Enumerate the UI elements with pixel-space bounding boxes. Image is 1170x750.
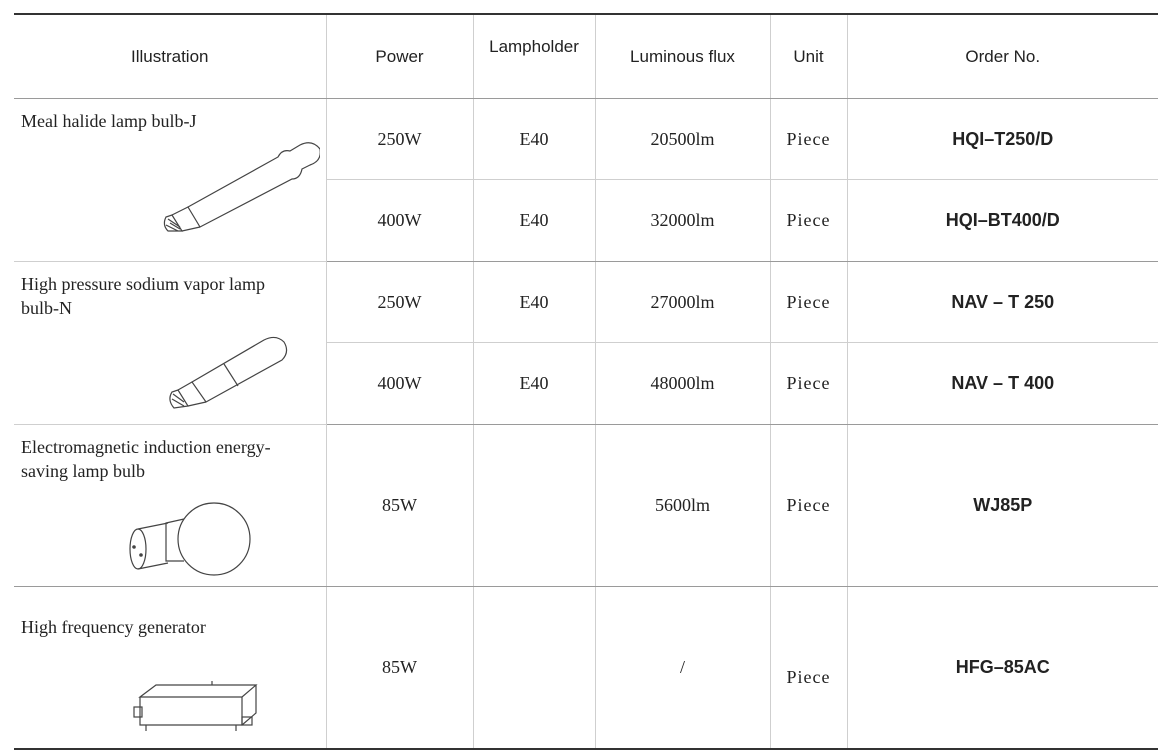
order-no-cell: NAV – T 400 bbox=[847, 343, 1158, 425]
product-name: Electromagnetic induction energy-saving lamp bulb bbox=[21, 437, 271, 481]
product-spec-table bbox=[14, 13, 1158, 750]
luminous-flux-cell: 48000lm bbox=[595, 343, 770, 425]
power-cell: 85W bbox=[326, 587, 473, 749]
header-unit: Unit bbox=[770, 14, 847, 99]
table-row bbox=[14, 425, 1158, 587]
lampholder-cell: E40 bbox=[473, 180, 595, 262]
illustration-cell bbox=[14, 587, 326, 749]
sodium-vapor-bulb-icon bbox=[164, 332, 294, 412]
header-power: Power bbox=[326, 14, 473, 99]
product-name: High frequency generator bbox=[21, 617, 206, 637]
table-row bbox=[14, 99, 1158, 180]
illustration-cell bbox=[14, 262, 326, 425]
lampholder-cell: E40 bbox=[473, 99, 595, 180]
metal-halide-bulb-icon bbox=[160, 135, 320, 235]
order-no-cell: HQI–T250/D bbox=[847, 99, 1158, 180]
unit-cell: Piece bbox=[770, 343, 847, 425]
illustration-cell bbox=[14, 99, 326, 262]
luminous-flux-cell: / bbox=[595, 587, 770, 749]
order-no-cell: HQI–BT400/D bbox=[847, 180, 1158, 262]
power-cell: 250W bbox=[326, 262, 473, 343]
power-cell: 400W bbox=[326, 343, 473, 425]
illustration-cell bbox=[14, 425, 326, 587]
generator-box-icon bbox=[132, 657, 272, 737]
header-illustration: Illustration bbox=[14, 14, 326, 99]
unit-cell: Piece bbox=[770, 425, 847, 587]
power-cell: 85W bbox=[326, 425, 473, 587]
product-name: Meal halide lamp bulb-J bbox=[21, 111, 197, 131]
luminous-flux-cell: 5600lm bbox=[595, 425, 770, 587]
header-order-no: Order No. bbox=[847, 14, 1158, 99]
power-cell: 250W bbox=[326, 99, 473, 180]
order-no-cell: NAV – T 250 bbox=[847, 262, 1158, 343]
header-luminous-flux: Luminous flux bbox=[595, 14, 770, 99]
product-name: High pressure sodium vapor lamp bulb-N bbox=[21, 274, 265, 318]
header-row bbox=[14, 14, 1158, 99]
unit-cell: Piece bbox=[770, 262, 847, 343]
unit-cell: Piece bbox=[770, 99, 847, 180]
order-no-cell: HFG–85AC bbox=[847, 587, 1158, 749]
luminous-flux-cell: 20500lm bbox=[595, 99, 770, 180]
lampholder-cell: E40 bbox=[473, 262, 595, 343]
header-lampholder: Lampholder bbox=[473, 14, 595, 99]
lampholder-cell: E40 bbox=[473, 343, 595, 425]
order-no-cell: WJ85P bbox=[847, 425, 1158, 587]
unit-cell: Piece bbox=[770, 587, 847, 749]
lampholder-cell bbox=[473, 425, 595, 587]
power-cell: 400W bbox=[326, 180, 473, 262]
induction-bulb-icon bbox=[126, 501, 256, 581]
table-row bbox=[14, 587, 1158, 749]
unit-cell: Piece bbox=[770, 180, 847, 262]
table-row bbox=[14, 262, 1158, 343]
luminous-flux-cell: 27000lm bbox=[595, 262, 770, 343]
luminous-flux-cell: 32000lm bbox=[595, 180, 770, 262]
lampholder-cell bbox=[473, 587, 595, 749]
